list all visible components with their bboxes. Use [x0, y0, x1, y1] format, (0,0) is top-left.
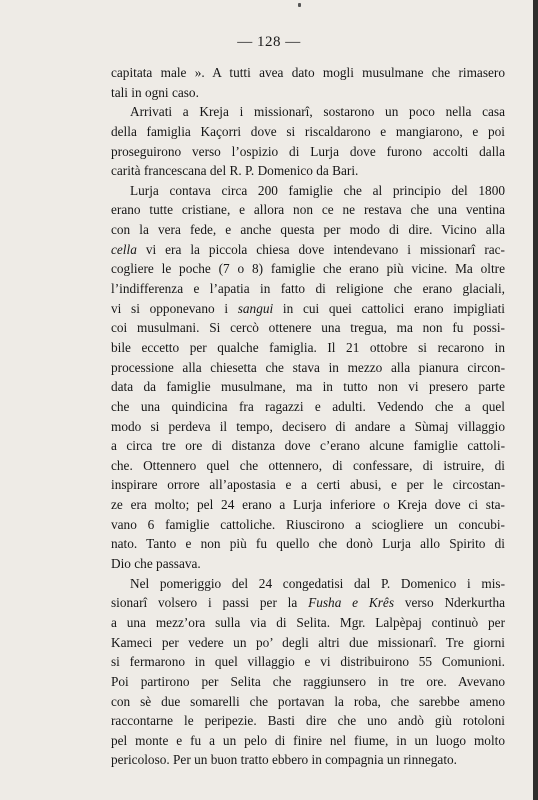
text-line	[111, 83, 505, 103]
paragraph	[111, 102, 505, 181]
text-line	[111, 692, 505, 712]
line-text: nato. Tanto e non più fu quello che donò Lurja allo Spirito di	[111, 536, 505, 552]
text-line	[111, 534, 505, 554]
text-line	[111, 318, 505, 338]
text-line	[111, 515, 505, 535]
line-text: raccontarne le peripezie. Basti dire che uno andò giù rotoloni	[111, 713, 505, 729]
text-line	[111, 436, 505, 456]
line-text: che. Ottennero quel che ottennero, di confessare, di istruire, di	[111, 457, 505, 473]
text-line	[111, 574, 505, 594]
line-text: Nel pomeriggio del 24 congedatisi dal P. Domenico i mis-	[130, 575, 505, 591]
line-text: si fermarono in quel villaggio e vi distribuirono 55 Comunioni.	[111, 654, 505, 670]
text-line	[111, 652, 505, 672]
text-line	[111, 456, 505, 476]
line-text: verso Nderkurtha	[394, 595, 505, 611]
line-text: con sè due somarelli che portavan la roba, che sarebbe ameno	[111, 693, 505, 709]
line-text: in cui quei cattolici erano impigliati	[273, 300, 505, 316]
text-line	[111, 495, 505, 515]
text-line	[111, 63, 505, 83]
text-line	[111, 672, 505, 692]
text-line	[111, 397, 505, 417]
text-line	[111, 220, 505, 240]
paragraph	[111, 574, 505, 770]
text-line	[111, 181, 505, 201]
text-line	[111, 142, 505, 162]
line-text: Lurja contava circa 200 famiglie che al principio del 1800	[130, 182, 505, 198]
line-text: bile eccetto per qualche famiglia. Il 21 ottobre si recarono in	[111, 339, 505, 355]
text-line	[111, 259, 505, 279]
text-line	[111, 102, 505, 122]
text-line	[111, 377, 505, 397]
line-text: erano tutte cristiane, e allora non ce ne restava che una ventina	[111, 202, 505, 218]
text-line	[111, 338, 505, 358]
text-line	[111, 633, 505, 653]
line-text: Poi partirono per Selita che raggiunsero in tre ore. Avevano	[111, 673, 505, 689]
text-line	[111, 613, 505, 633]
line-text: a una mezz’ora sulla via di Selita. Mgr. Lalpèpaj continuò per	[111, 614, 505, 630]
paragraph	[111, 63, 505, 102]
line-text: Kameci per vedere un po’ degli altri due missionarî. Tre giorni	[111, 634, 505, 650]
italic-text: sangui	[237, 300, 274, 316]
line-text: cogliere le poche (7 o 8) famiglie che erano più vicine. Ma oltre	[111, 261, 505, 277]
line-text: sionarî volsero i passi per la	[111, 595, 309, 611]
text-line	[111, 358, 505, 378]
line-text: capitata male ». A tutti avea dato mogli musulmane che rimasero	[111, 65, 505, 80]
text-line	[111, 161, 505, 181]
line-text: vano 6 famiglie cattoliche. Riuscirono a sciogliere un concubi-	[111, 516, 505, 532]
ink-speck	[298, 3, 301, 7]
line-text: a circa tre ore di distanza dove c’erano alcune famiglie cattoli-	[111, 438, 505, 454]
text-line	[111, 240, 505, 260]
line-text: modo si perdeva il tempo, decisero di andare a Sùmaj villaggio	[111, 418, 505, 434]
text-line	[111, 731, 505, 751]
line-text: pericoloso. Per un buon tratto ebbero in compagnia un rinnegato.	[111, 752, 457, 768]
text-line	[111, 200, 505, 220]
line-text: vi si opponevano i	[111, 300, 238, 316]
line-text: con la vera fede, e anche questa per modo di dire. Vicino alla	[111, 222, 505, 238]
text-line	[111, 279, 505, 299]
line-text: inspirare orrore all’apostasia e a certi abusi, e per le circostan-	[111, 477, 505, 493]
scan-edge	[533, 0, 538, 800]
line-text: pel monte e fu a un pelo di finire nel fiume, in un luogo molto	[111, 732, 505, 748]
line-text: coi musulmani. Si cercò ottenere una tregua, ma non fu possi-	[111, 320, 505, 336]
text-line	[111, 299, 505, 319]
text-line	[111, 593, 505, 613]
body-text	[111, 63, 505, 770]
page-number: — 128 —	[237, 34, 301, 50]
text-line	[111, 711, 505, 731]
text-line	[111, 122, 505, 142]
italic-text: cella	[111, 241, 137, 257]
paragraph	[111, 181, 505, 574]
text-line	[111, 554, 505, 574]
line-text: l’indifferenza e l’apatia in fatto di religione che erano glaciali,	[111, 281, 505, 297]
line-text: ze era molto; pel 24 erano a Lurja inferiore o Kreja dove ci sta-	[111, 497, 505, 513]
text-line	[111, 417, 505, 437]
line-text: Dio che passava.	[111, 556, 201, 572]
line-text: della famiglia Kaçorri dove si riscaldarono e mangiarono, e poi	[111, 123, 505, 139]
text-line	[111, 475, 505, 495]
line-text: processione alla chiesetta che stava in mezzo alla pianura circon-	[111, 359, 505, 375]
italic-text: Fusha e Krês	[308, 595, 395, 611]
line-text: data da famiglie musulmane, ma in tutto non vi presero parte	[111, 379, 505, 395]
line-text: Arrivati a Kreja i missionarî, sostarono un poco nella casa	[130, 104, 505, 120]
text-line	[111, 750, 505, 770]
line-text: carità francescana del R. P. Domenico da Bari.	[111, 163, 359, 179]
line-text: tali in ogni caso.	[111, 84, 199, 100]
line-text: proseguirono verso l’ospizio di Lurja dove furono accolti dalla	[111, 143, 505, 159]
line-text: che una quindicina fra ragazzi e adulti. Vedendo che a quel	[111, 398, 505, 414]
line-text: vi era la piccola chiesa dove intendevano i missionarî rac-	[136, 241, 505, 257]
